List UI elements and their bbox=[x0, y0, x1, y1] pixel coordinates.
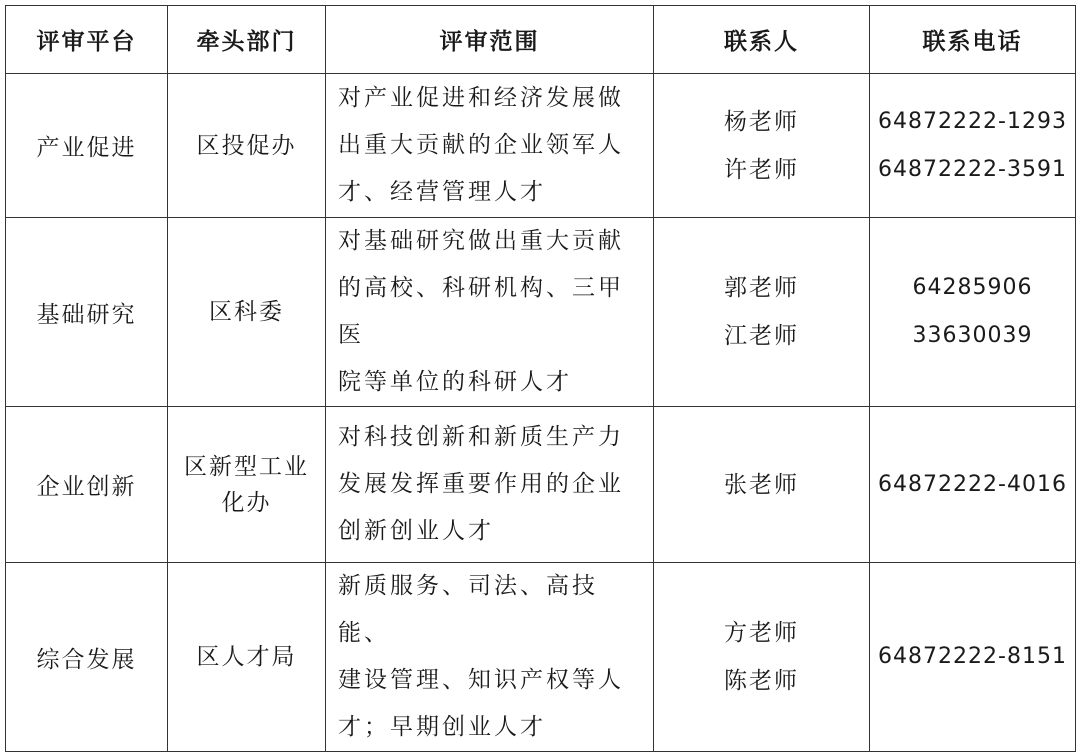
phone-number: 64872222-4016 bbox=[878, 471, 1067, 497]
contact-name: 许老师 bbox=[724, 156, 799, 183]
header-phone: 联系电话 bbox=[870, 6, 1076, 74]
scope-line: 发展发挥重要作用的企业 bbox=[338, 471, 624, 497]
scope-line: 院等单位的科研人才 bbox=[338, 369, 572, 395]
contact-name: 郭老师 bbox=[724, 275, 799, 301]
scope-line: 才、经营管理人才 bbox=[338, 179, 546, 205]
phone-cell bbox=[870, 407, 1076, 563]
platform-cell: 企业创新 bbox=[6, 407, 168, 563]
scope-line: 对产业促进和经济发展做 bbox=[338, 85, 624, 111]
scope-line: 对基础研究做出重大贡献 bbox=[338, 228, 624, 254]
phone-cell bbox=[870, 563, 1076, 752]
phone-number: 33630039 bbox=[912, 323, 1033, 348]
scope-cell bbox=[326, 218, 654, 407]
platform-cell: 产业促进 bbox=[6, 74, 168, 218]
scope-line: 才；早期创业人才 bbox=[338, 714, 546, 740]
table-row bbox=[6, 74, 1076, 218]
department-cell bbox=[168, 74, 326, 218]
contact-cell bbox=[654, 74, 870, 218]
phone-number: 64872222-8151 bbox=[878, 644, 1067, 669]
contact-name: 陈老师 bbox=[724, 668, 799, 694]
contact-name: 张老师 bbox=[724, 471, 799, 498]
phone-number: 64872222-1293 bbox=[878, 108, 1067, 134]
scope-line: 创新创业人才 bbox=[338, 518, 494, 544]
department-cell bbox=[168, 218, 326, 407]
contact-cell bbox=[654, 407, 870, 563]
platform-cell: 基础研究 bbox=[6, 218, 168, 407]
table-row bbox=[6, 218, 1076, 407]
department-line: 区新型工业 bbox=[184, 453, 309, 480]
contact-cell bbox=[654, 563, 870, 752]
contact-name: 杨老师 bbox=[724, 108, 799, 135]
scope-line: 建设管理、知识产权等人 bbox=[338, 667, 624, 693]
department-cell bbox=[168, 563, 326, 752]
phone-cell bbox=[870, 74, 1076, 218]
department-line: 区投促办 bbox=[196, 132, 297, 159]
scope-line: 新质服务、司法、高技能、 bbox=[338, 573, 598, 646]
scope-cell bbox=[326, 563, 654, 752]
scope-cell bbox=[326, 407, 654, 563]
header-row bbox=[6, 6, 1076, 74]
header-scope: 评审范围 bbox=[326, 6, 654, 74]
platform-cell: 综合发展 bbox=[6, 563, 168, 752]
department-line: 化办 bbox=[221, 489, 272, 516]
phone-number: 64872222-3591 bbox=[878, 156, 1067, 182]
phone-cell bbox=[870, 218, 1076, 407]
table-row bbox=[6, 407, 1076, 563]
phone-number: 64285906 bbox=[912, 275, 1033, 300]
review-platform-table bbox=[5, 5, 1076, 752]
table-row bbox=[6, 563, 1076, 752]
contact-cell bbox=[654, 218, 870, 407]
scope-line: 出重大贡献的企业领军人 bbox=[338, 132, 624, 158]
contact-name: 方老师 bbox=[724, 620, 799, 646]
header-platform: 评审平台 bbox=[6, 6, 168, 74]
department-line: 区人才局 bbox=[196, 644, 297, 670]
header-contact: 联系人 bbox=[654, 6, 870, 74]
department-line: 区科委 bbox=[209, 299, 284, 325]
scope-line: 的高校、科研机构、三甲医 bbox=[338, 275, 624, 348]
scope-cell bbox=[326, 74, 654, 218]
contact-name: 江老师 bbox=[724, 323, 799, 349]
department-cell bbox=[168, 407, 326, 563]
scope-line: 对科技创新和新质生产力 bbox=[338, 424, 624, 450]
header-department: 牵头部门 bbox=[168, 6, 326, 74]
